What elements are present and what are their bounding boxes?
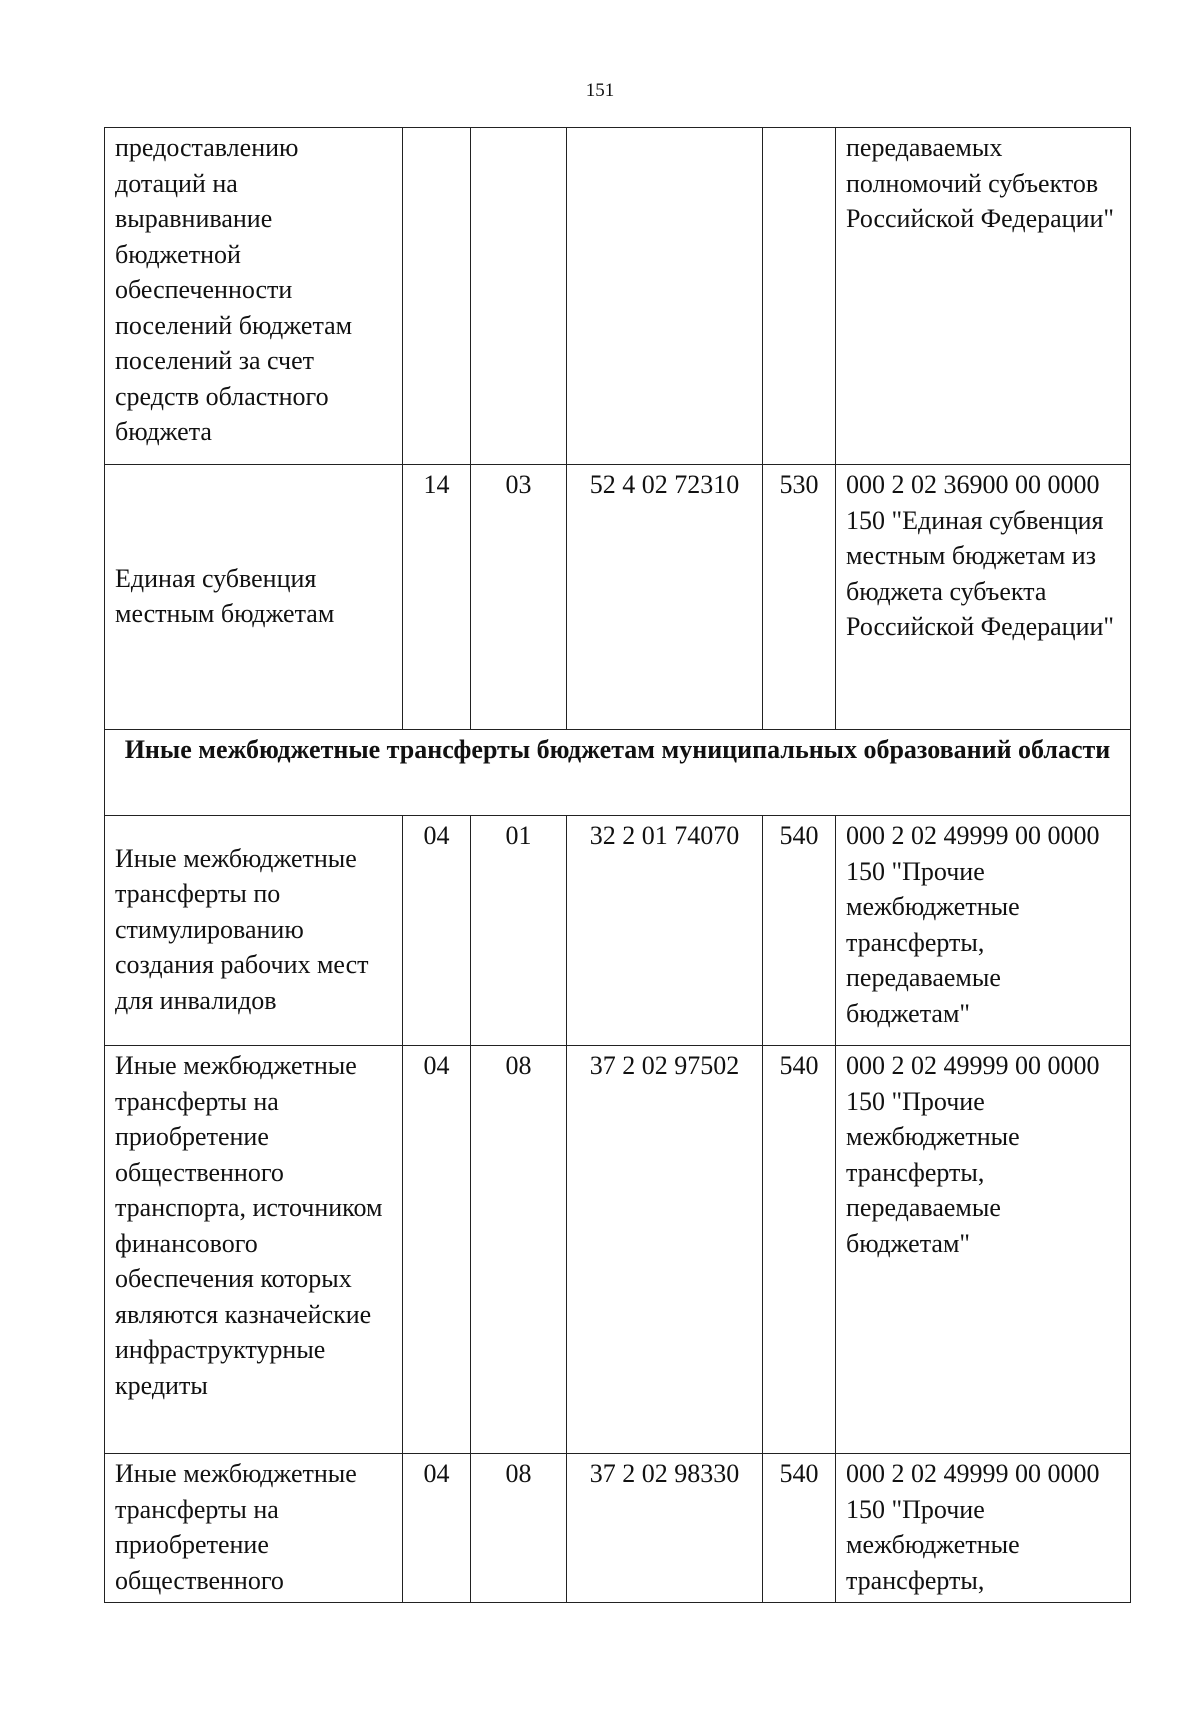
table-row xyxy=(105,1046,1131,1454)
section-header-row xyxy=(105,730,1131,816)
cell-csr xyxy=(567,128,763,465)
cell-vr: 540 xyxy=(763,1046,836,1454)
table-row xyxy=(105,1454,1131,1603)
cell-pr: 08 xyxy=(471,1046,567,1454)
cell-pr: 03 xyxy=(471,465,567,730)
cell-vr: 540 xyxy=(763,1454,836,1603)
cell-pr xyxy=(471,128,567,465)
cell-rz: 14 xyxy=(403,465,471,730)
cell-csr: 37 2 02 97502 xyxy=(567,1046,763,1454)
cell-income-code: 000 2 02 49999 00 0000 150 "Прочие межбюджетные трансферты, xyxy=(836,1454,1131,1603)
cell-vr: 530 xyxy=(763,465,836,730)
cell-income-code: 000 2 02 49999 00 0000 150 "Прочие межбюджетные трансферты, передаваемые бюджетам" xyxy=(836,816,1131,1046)
cell-vr xyxy=(763,128,836,465)
cell-rz xyxy=(403,128,471,465)
cell-income-code: 000 2 02 49999 00 0000 150 "Прочие межбюджетные трансферты, передаваемые бюджетам" xyxy=(836,1046,1131,1454)
table-row xyxy=(105,465,1131,730)
cell-pr: 01 xyxy=(471,816,567,1046)
cell-name: Иные межбюджетные трансферты на приобретение общественного транспорта, источником финансового обеспечения которых являются казначейские инфраструктурные кредиты xyxy=(105,1046,403,1454)
cell-name: Иные межбюджетные трансферты на приобретение общественного xyxy=(105,1454,403,1603)
table-row xyxy=(105,816,1131,1046)
table-row xyxy=(105,128,1131,465)
cell-name: предоставлению дотаций на выравнивание бюджетной обеспеченности поселений бюджетам поселений за счет средств областного бюджета xyxy=(105,128,403,465)
cell-name: Иные межбюджетные трансферты по стимулированию создания рабочих мест для инвалидов xyxy=(105,816,403,1046)
budget-table xyxy=(104,127,1131,1603)
cell-income-code: 000 2 02 36900 00 0000 150 "Единая субвенция местным бюджетам из бюджета субъекта Российской Федерации" xyxy=(836,465,1131,730)
cell-rz: 04 xyxy=(403,816,471,1046)
cell-vr: 540 xyxy=(763,816,836,1046)
section-title: Иные межбюджетные трансферты бюджетам муниципальных образований области xyxy=(105,730,1131,816)
cell-pr: 08 xyxy=(471,1454,567,1603)
cell-csr: 37 2 02 98330 xyxy=(567,1454,763,1603)
page-number: 151 xyxy=(585,80,615,101)
cell-csr: 32 2 01 74070 xyxy=(567,816,763,1046)
cell-income-code: передаваемых полномочий субъектов Российской Федерации" xyxy=(836,128,1131,465)
cell-rz: 04 xyxy=(403,1454,471,1603)
cell-name: Единая субвенция местным бюджетам xyxy=(105,465,403,730)
cell-csr: 52 4 02 72310 xyxy=(567,465,763,730)
cell-rz: 04 xyxy=(403,1046,471,1454)
